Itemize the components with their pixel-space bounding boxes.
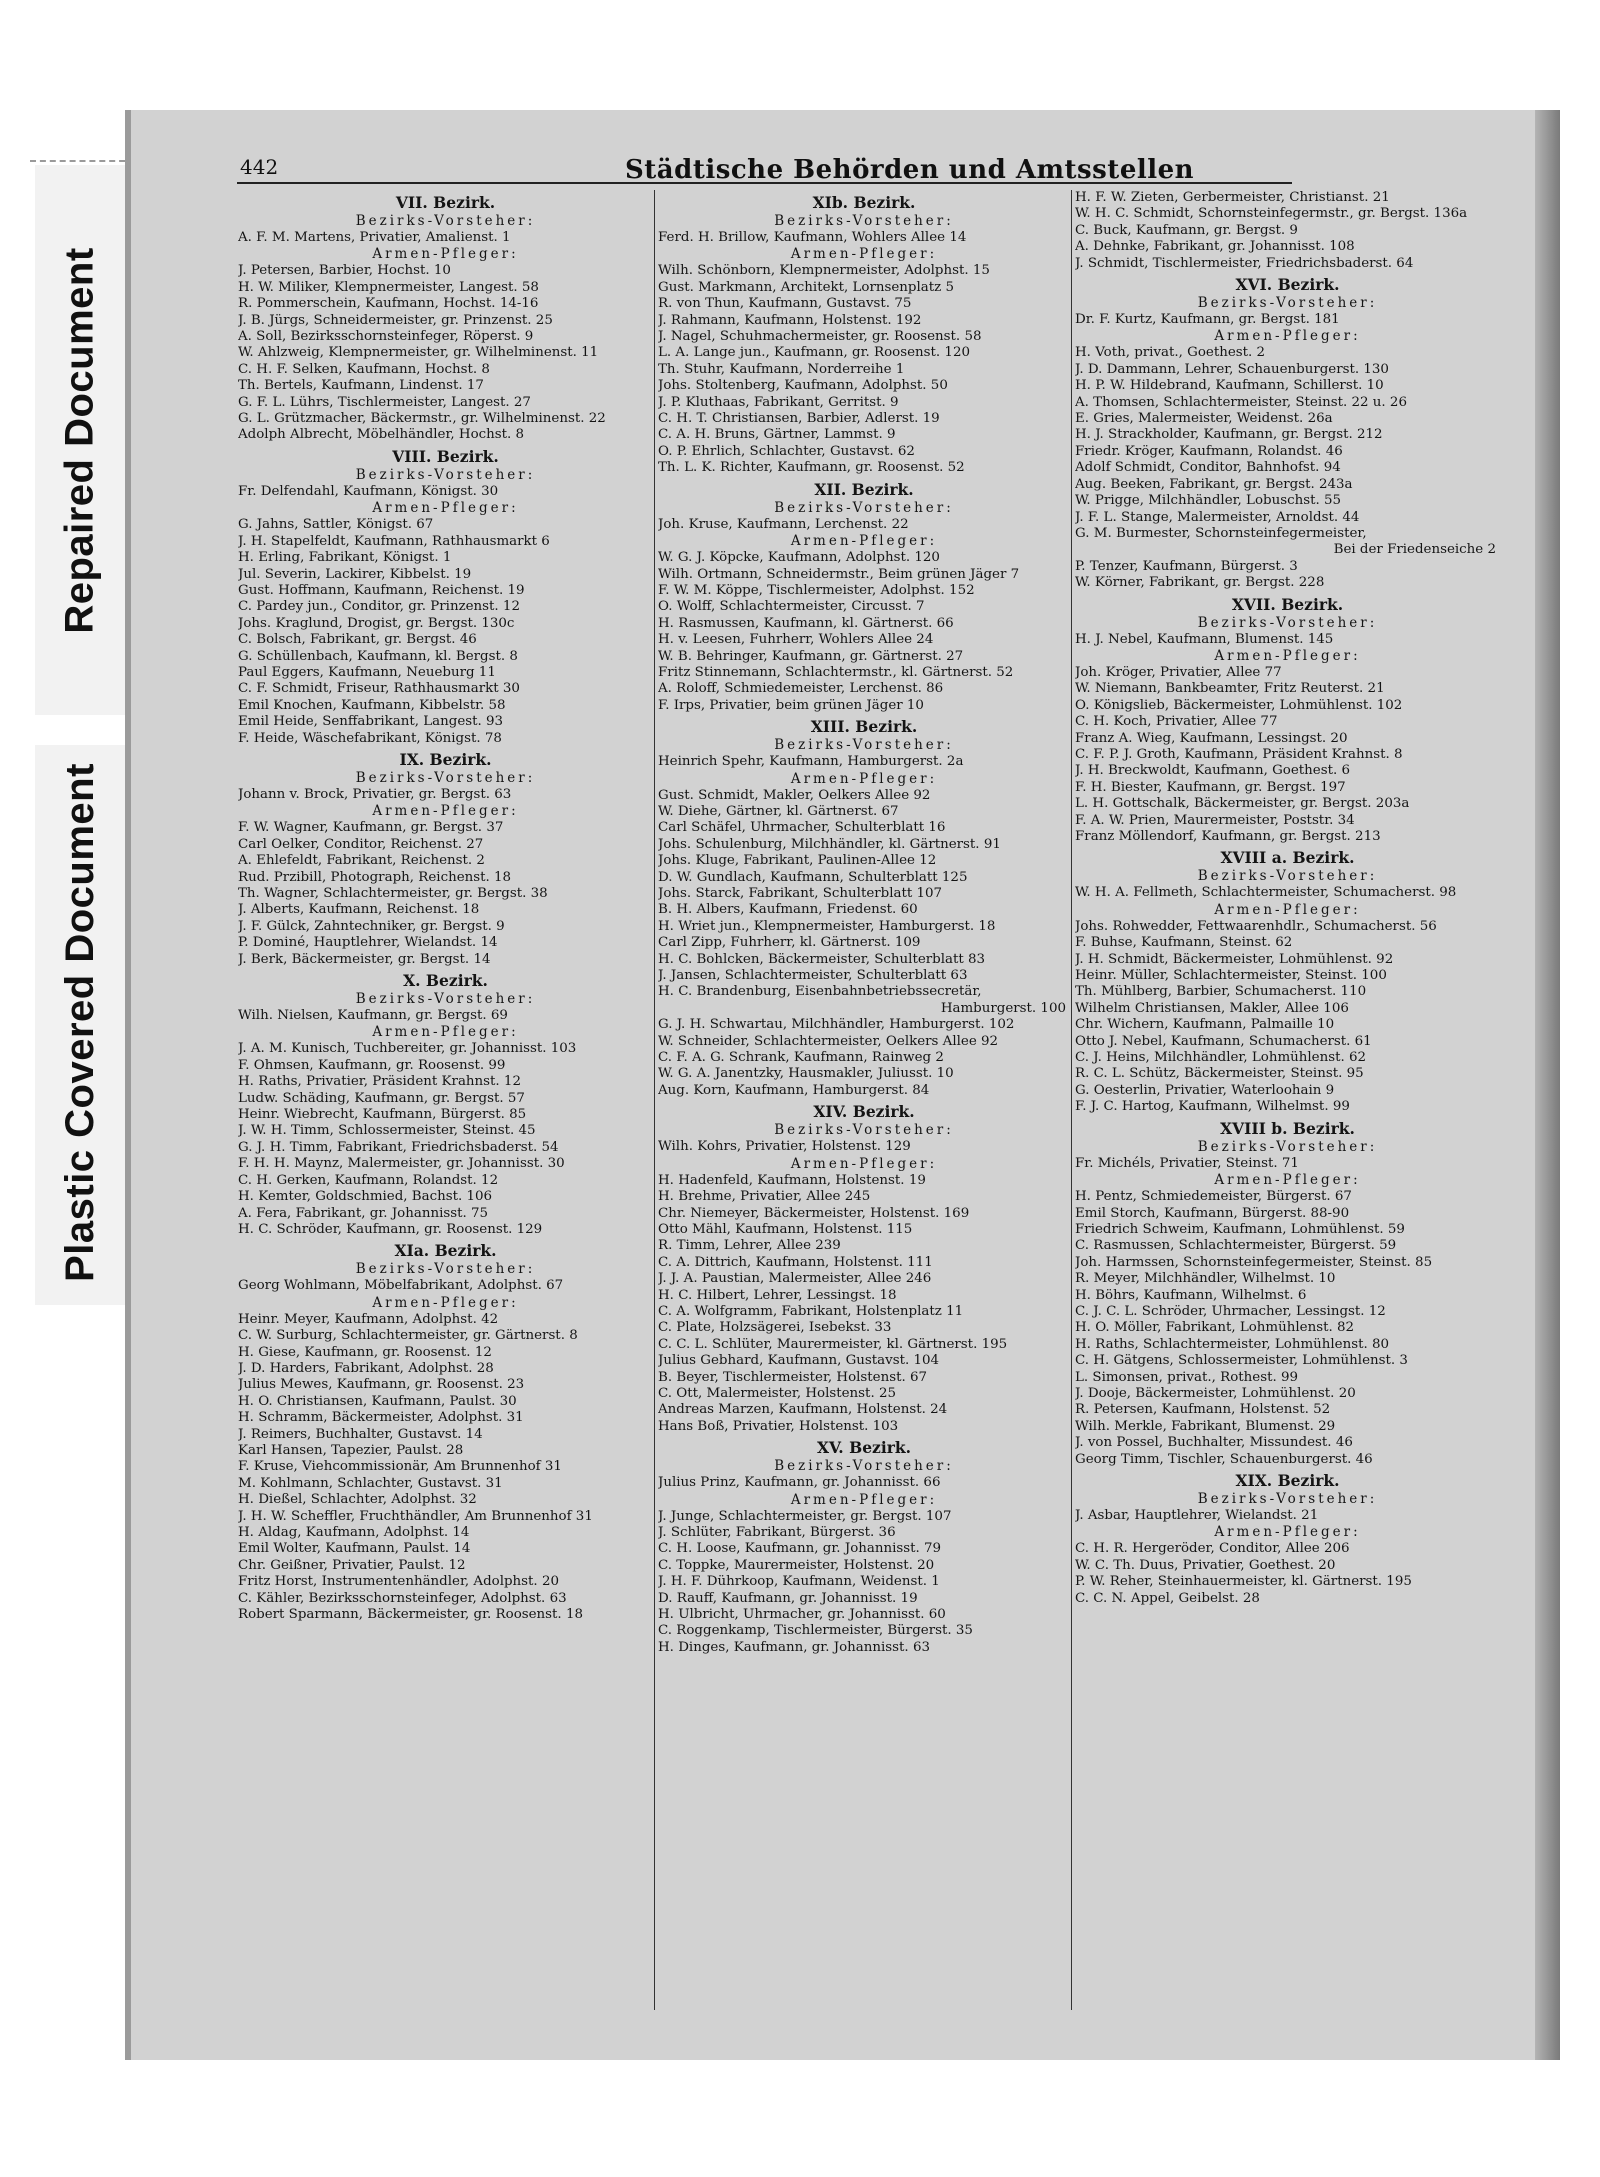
directory-entry: Heinr. Meyer, Kaufmann, Adolphst. 42 [238, 1311, 499, 1327]
directory-entry: C. H. R. Hergeröder, Conditor, Allee 206 [1075, 1541, 1350, 1557]
directory-entry: F. J. C. Hartog, Kaufmann, Wilhelmst. 99 [1075, 1099, 1350, 1115]
directory-entry: J. D. Harders, Fabrikant, Adolphst. 28 [238, 1360, 494, 1376]
directory-entry: W. Ahlzweig, Klempnermeister, gr. Wilhelminenst. 11 [238, 345, 599, 361]
repaired-document-text: Repaired Document [57, 246, 102, 634]
directory-entry: C. F. P. J. Groth, Kaufmann, Präsident Krahnst. 8 [1075, 746, 1403, 762]
directory-entry: Wilh. Nielsen, Kaufmann, gr. Bergst. 69 [238, 1008, 508, 1024]
directory-entry: J. Junge, Schlachtermeister, gr. Bergst. 107 [658, 1508, 952, 1524]
directory-entry: Gust. Hoffmann, Kaufmann, Reichenst. 19 [238, 582, 525, 598]
directory-entry: Franz A. Wieg, Kaufmann, Lessingst. 20 [1075, 730, 1348, 746]
directory-entry: H. C. Hilbert, Lehrer, Lessingst. 18 [658, 1287, 897, 1303]
directory-entry: L. H. Gottschalk, Bäckermeister, gr. Bergst. 203a [1075, 796, 1410, 812]
directory-entry: C. Pardey jun., Conditor, gr. Prinzenst. 12 [238, 599, 520, 615]
directory-entry: A. Fera, Fabrikant, gr. Johannisst. 75 [238, 1205, 489, 1221]
directory-entry: W. Körner, Fabrikant, gr. Bergst. 228 [1075, 575, 1325, 591]
role-heading: Bezirks-Vorsteher: [355, 213, 536, 229]
directory-entry: J. F. L. Stange, Malermeister, Arnoldst. 44 [1075, 509, 1360, 525]
column-left [238, 190, 653, 2010]
district-heading: XIV. Bezirk. [813, 1102, 915, 1122]
directory-entry: H. Brehme, Privatier, Allee 245 [658, 1189, 871, 1205]
directory-entry: O. P. Ehrlich, Schlachter, Gustavst. 62 [658, 443, 915, 459]
directory-entry: C. H. Koch, Privatier, Allee 77 [1075, 714, 1278, 730]
directory-entry: J. P. Kluthaas, Fabrikant, Gerritst. 9 [658, 394, 899, 410]
directory-entry: Chr. Geißner, Privatier, Paulst. 12 [238, 1557, 466, 1573]
directory-entry: H. v. Leesen, Fuhrherr, Wohlers Allee 24 [658, 632, 934, 648]
directory-entry: Dr. F. Kurtz, Kaufmann, gr. Bergst. 181 [1075, 312, 1340, 328]
directory-entry: A. F. M. Martens, Privatier, Amalienst. 1 [238, 230, 511, 245]
directory-entry: Emil Wolter, Kaufmann, Paulst. 14 [238, 1541, 471, 1557]
role-heading: Armen-Pfleger: [790, 533, 938, 550]
directory-entry: C. A. Wolfgramm, Fabrikant, Holstenplatz 11 [658, 1303, 964, 1319]
directory-entry: Johs. Starck, Fabrikant, Schulterblatt 107 [658, 886, 943, 901]
directory-entry: D. Rauff, Kaufmann, gr. Johannisst. 19 [658, 1590, 918, 1606]
directory-entry: Wilhelm Christiansen, Makler, Allee 106 [1075, 1000, 1349, 1016]
directory-entry: Carl Schäfel, Uhrmacher, Schulterblatt 16 [658, 820, 946, 836]
directory-entry: Aug. Beeken, Fabrikant, gr. Bergst. 243a [1075, 476, 1353, 492]
directory-entry: F. W. Wagner, Kaufmann, gr. Bergst. 37 [238, 820, 504, 836]
directory-entry: F. H. H. Maynz, Malermeister, gr. Johannisst. 30 [238, 1156, 565, 1172]
directory-entry: Otto J. Nebel, Kaufmann, Schumacherst. 61 [1075, 1033, 1372, 1049]
directory-entry: J. F. Gülck, Zahntechniker, gr. Bergst. 9 [238, 918, 505, 934]
directory-entry: Adolph Albrecht, Möbelhändler, Hochst. 8 [238, 427, 525, 443]
directory-entry: H. C. Bohlcken, Bäckermeister, Schulterblatt 83 [658, 951, 986, 967]
scanned-page [125, 110, 1560, 2060]
directory-entry: F. H. Biester, Kaufmann, gr. Bergst. 197 [1075, 779, 1346, 795]
directory-entry: C. Buck, Kaufmann, gr. Bergst. 9 [1075, 222, 1298, 238]
district-heading: VIII. Bezirk. [392, 446, 499, 466]
directory-entry: D. W. Gundlach, Kaufmann, Schulterblatt 125 [658, 869, 968, 885]
directory-entry: C. A. H. Bruns, Gärtner, Lammst. 9 [658, 427, 896, 443]
directory-entry: O. Wolff, Schlachtermeister, Circusst. 7 [658, 599, 925, 615]
role-heading: Armen-Pfleger: [372, 1024, 519, 1041]
column-right [1075, 190, 1500, 2010]
directory-entry: J. H. Breckwoldt, Kaufmann, Goethest. 6 [1075, 763, 1350, 779]
district-heading: XIII. Bezirk. [810, 717, 918, 737]
directory-entry: Chr. Wichern, Kaufmann, Palmaille 10 [1075, 1017, 1335, 1033]
directory-entry: H. P. W. Hildebrand, Kaufmann, Schillerst. 10 [1075, 378, 1384, 394]
directory-entry: H. Ulbricht, Uhrmacher, gr. Johannisst. 60 [658, 1607, 946, 1623]
role-heading: Bezirks-Vorsteher: [1197, 868, 1378, 885]
directory-entry: W. C. Th. Duus, Privatier, Goethest. 20 [1075, 1557, 1336, 1573]
directory-entry: Rud. Przibill, Photograph, Reichenst. 18 [238, 869, 512, 885]
directory-entry: Gust. Schmidt, Makler, Oelkers Allee 92 [658, 787, 931, 803]
directory-entry: J. J. A. Paustian, Malermeister, Allee 246 [658, 1271, 932, 1287]
directory-entry: H. C. Schröder, Kaufmann, gr. Roosenst. 129 [238, 1221, 543, 1237]
directory-entry: E. Gries, Malermeister, Weidenst. 26a [1075, 411, 1333, 427]
directory-entry: F. Ohmsen, Kaufmann, gr. Roosenst. 99 [238, 1057, 506, 1073]
directory-entry: Carl Oelker, Conditor, Reichenst. 27 [238, 836, 484, 852]
directory-entry: P. Tenzer, Kaufmann, Bürgerst. 3 [1075, 558, 1298, 574]
directory-entry: W. G. J. Köpcke, Kaufmann, Adolphst. 120 [658, 550, 940, 566]
directory-entry: H. J. Nebel, Kaufmann, Blumenst. 145 [1075, 631, 1334, 647]
directory-entry: Johann v. Brock, Privatier, gr. Bergst. 63 [238, 786, 512, 802]
directory-entry: R. von Thun, Kaufmann, Gustavst. 75 [658, 296, 912, 312]
directory-entry: Friedr. Kröger, Kaufmann, Rolandst. 46 [1075, 443, 1343, 459]
directory-entry: Emil Knochen, Kaufmann, Kibbelstr. 58 [238, 697, 506, 713]
directory-entry: Joh. Kruse, Kaufmann, Lerchenst. 22 [658, 516, 909, 532]
district-heading: X. Bezirk. [403, 971, 488, 991]
role-heading: Armen-Pfleger: [372, 803, 519, 820]
district-heading: XVII. Bezirk. [1231, 594, 1344, 614]
directory-entry: C. W. Surburg, Schlachtermeister, gr. Gärtnerst. 8 [238, 1328, 578, 1344]
column-divider [654, 190, 655, 2010]
district-heading: XVI. Bezirk. [1235, 275, 1340, 295]
directory-entry: J. Berk, Bäckermeister, gr. Bergst. 14 [238, 951, 491, 967]
directory-entry: Wilh. Ortmann, Schneidermstr., Beim grünen Jäger 7 [658, 566, 1020, 582]
plastic-covered-document-text: Plastic Covered Document [57, 763, 102, 1282]
directory-entry: F. Irps, Privatier, beim grünen Jäger 10 [658, 697, 924, 713]
district-heading: VII. Bezirk. [395, 193, 496, 212]
directory-entry: Julius Prinz, Kaufmann, gr. Johannisst. 66 [658, 1475, 941, 1491]
directory-entry: Johs. Rohwedder, Fettwaarenhdlr., Schumacherst. 56 [1075, 918, 1437, 934]
directory-entry: Ludw. Schäding, Kaufmann, gr. Bergst. 57 [238, 1090, 525, 1106]
header-rule [237, 182, 1292, 184]
directory-entry: Th. Mühlberg, Barbier, Schumacherst. 110 [1075, 984, 1367, 1000]
directory-entry: Wilh. Merkle, Fabrikant, Blumenst. 29 [1075, 1418, 1336, 1434]
directory-entry: H. Aldag, Kaufmann, Adolphst. 14 [238, 1525, 470, 1540]
directory-entry: C. J. Heins, Milchhändler, Lohmühlenst. 62 [1075, 1050, 1367, 1066]
role-heading: Bezirks-Vorsteher: [355, 466, 536, 483]
directory-entry: R. Petersen, Kaufmann, Holstenst. 52 [1075, 1402, 1331, 1418]
directory-entry: R. Timm, Lehrer, Allee 239 [658, 1238, 841, 1254]
directory-entry: C. H. T. Christiansen, Barbier, Adlerst. 19 [658, 411, 940, 427]
directory-entry: J. Nagel, Schuhmachermeister, gr. Roosenst. 58 [658, 329, 982, 345]
directory-entry: Jul. Severin, Lackirer, Kibbelst. 19 [238, 566, 472, 582]
directory-entry: C. Toppke, Maurermeister, Holstenst. 20 [658, 1557, 935, 1573]
directory-entry: Karl Hansen, Tapezier, Paulst. 28 [238, 1442, 464, 1458]
directory-entry: F. Heide, Wäschefabrikant, Königst. 78 [238, 730, 502, 746]
directory-entry: G. J. H. Schwartau, Milchhändler, Hamburgerst. 102 [658, 1017, 1015, 1033]
role-heading: Armen-Pfleger: [790, 1155, 938, 1172]
directory-entry: G. Oesterlin, Privatier, Waterloohain 9 [1075, 1082, 1335, 1098]
directory-entry: H. Pentz, Schmiedemeister, Bürgerst. 67 [1075, 1189, 1352, 1205]
directory-entry: J. Jansen, Schlachtermeister, Schulterblatt 63 [658, 968, 968, 984]
column-divider [1071, 190, 1072, 2010]
directory-entry: P. W. Reher, Steinhauermeister, kl. Gärtnerst. 195 [1075, 1574, 1412, 1590]
directory-entry: W. Niemann, Bankbeamter, Fritz Reuterst. 21 [1075, 681, 1385, 697]
directory-entry: Joh. Harmssen, Schornsteinfegermeister, Steinst. 85 [1075, 1254, 1433, 1270]
directory-entry: Th. Stuhr, Kaufmann, Norderreihe 1 [658, 361, 905, 377]
directory-entry: Joh. Kröger, Privatier, Allee 77 [1075, 664, 1282, 680]
directory-entry: H. J. Strackholder, Kaufmann, gr. Bergst. 212 [1075, 427, 1383, 443]
directory-entry: Johs. Schulenburg, Milchhändler, kl. Gärtnerst. 91 [658, 836, 1001, 852]
directory-entry: J. W. H. Timm, Schlossermeister, Steinst. 45 [238, 1123, 536, 1139]
role-heading: Bezirks-Vorsteher: [1197, 295, 1378, 312]
page-edge-right [1535, 110, 1560, 2060]
directory-entry: H. Dießel, Schlachter, Adolphst. 32 [238, 1492, 477, 1508]
directory-entry: Julius Gebhard, Kaufmann, Gustavst. 104 [658, 1353, 940, 1369]
directory-entry: Th. Bertels, Kaufmann, Lindenst. 17 [238, 378, 484, 394]
directory-entry: Fr. Delfendahl, Kaufmann, Königst. 30 [238, 483, 499, 499]
directory-entry: G. M. Burmester, Schornsteinfegermeister, [1075, 525, 1367, 541]
directory-entry: W. B. Behringer, Kaufmann, gr. Gärtnerst. 27 [658, 648, 964, 664]
role-heading: Bezirks-Vorsteher: [355, 1261, 536, 1278]
entry-continuation: Bei der Friedenseiche 2 [1333, 542, 1496, 558]
directory-entry: M. Kohlmann, Schlachter, Gustavst. 31 [238, 1475, 503, 1491]
directory-entry: H. Voth, privat., Goethest. 2 [1075, 345, 1266, 361]
district-heading: XIb. Bezirk. [812, 193, 916, 212]
directory-entry: A. Soll, Bezirksschornsteinfeger, Röperst. 9 [238, 329, 534, 345]
directory-entry: J. Petersen, Barbier, Hochst. 10 [238, 263, 451, 279]
role-heading: Bezirks-Vorsteher: [774, 737, 954, 754]
role-heading: Armen-Pfleger: [1214, 1172, 1361, 1189]
repaired-document-label [30, 160, 130, 720]
directory-entry: Friedrich Schweim, Kaufmann, Lohmühlenst. 59 [1075, 1221, 1405, 1237]
entry-continuation: Hamburgerst. 100 [940, 1000, 1066, 1016]
role-heading: Bezirks-Vorsteher: [774, 1458, 954, 1475]
directory-entry: H. Rasmussen, Kaufmann, kl. Gärtnerst. 66 [658, 615, 954, 631]
directory-entry: C. Ott, Malermeister, Holstenst. 25 [658, 1385, 896, 1401]
directory-entry: W. Diehe, Gärtner, kl. Gärtnerst. 67 [658, 803, 899, 819]
directory-entry: H. Erling, Fabrikant, Königst. 1 [238, 550, 452, 566]
role-heading: Bezirks-Vorsteher: [1197, 1138, 1378, 1155]
directory-entry: A. Ehlefeldt, Fabrikant, Reichenst. 2 [238, 853, 485, 869]
directory-entry: J. H. W. Scheffler, Fruchthändler, Am Brunnenhof 31 [238, 1508, 593, 1524]
directory-entry: W. H. C. Schmidt, Schornsteinfegermstr., gr. Bergst. 136a [1075, 206, 1468, 222]
directory-entry: H. O. Möller, Fabrikant, Lohmühlenst. 82 [1075, 1320, 1354, 1336]
role-heading: Bezirks-Vorsteher: [774, 1122, 954, 1139]
page-number: 442 [240, 155, 279, 179]
directory-entry: Chr. Niemeyer, Bäckermeister, Holstenst. 169 [658, 1205, 970, 1221]
district-heading: XV. Bezirk. [816, 1438, 912, 1458]
directory-entry: Heinr. Müller, Schlachtermeister, Steinst. 100 [1075, 968, 1387, 984]
directory-entry: C. Plate, Holzsägerei, Isebekst. 33 [658, 1320, 892, 1336]
directory-entry: J. Dooje, Bäckermeister, Lohmühlenst. 20 [1075, 1385, 1356, 1401]
directory-entry: Fritz Horst, Instrumentenhändler, Adolphst. 20 [238, 1574, 559, 1590]
district-heading: XIX. Bezirk. [1235, 1471, 1340, 1490]
directory-entry: H. F. W. Zieten, Gerbermeister, Christianst. 21 [1075, 190, 1390, 205]
directory-entry: Robert Sparmann, Bäckermeister, gr. Roosenst. 18 [238, 1607, 583, 1623]
directory-entry: G. J. H. Timm, Fabrikant, Friedrichsbaderst. 54 [238, 1139, 559, 1155]
directory-entry: Georg Timm, Tischler, Schauenburgerst. 46 [1075, 1451, 1373, 1467]
directory-entry: Emil Storch, Kaufmann, Bürgerst. 88-90 [1075, 1205, 1350, 1221]
directory-entry: C. F. Schmidt, Friseur, Rathhausmarkt 30 [238, 681, 520, 697]
directory-entry: Heinrich Spehr, Kaufmann, Hamburgerst. 2a [658, 754, 964, 770]
directory-entry: J. H. F. Dührkoop, Kaufmann, Weidenst. 1 [658, 1574, 940, 1590]
directory-entry: Franz Möllendorf, Kaufmann, gr. Bergst. 213 [1075, 829, 1381, 844]
directory-entry: G. Schüllenbach, Kaufmann, kl. Bergst. 8 [238, 648, 518, 664]
directory-entry: J. H. Schmidt, Bäckermeister, Lohmühlenst. 92 [1075, 951, 1394, 967]
directory-entry: Th. Wagner, Schlachtermeister, gr. Bergst. 38 [238, 886, 548, 901]
directory-entry: B. Beyer, Tischlermeister, Holstenst. 67 [658, 1369, 928, 1385]
column-middle [658, 190, 1070, 2010]
directory-entry: H. Hadenfeld, Kaufmann, Holstenst. 19 [658, 1172, 926, 1188]
district-heading: XVIII a. Bezirk. [1220, 848, 1355, 868]
directory-entry: R. C. L. Schütz, Bäckermeister, Steinst. 95 [1075, 1066, 1364, 1082]
directory-entry: H. Giese, Kaufmann, gr. Roosenst. 12 [238, 1344, 492, 1360]
directory-entry: W. H. A. Fellmeth, Schlachtermeister, Schumacherst. 98 [1075, 885, 1457, 901]
directory-entry: Johs. Kraglund, Drogist, gr. Bergst. 130c [238, 615, 515, 631]
directory-entry: H. Wriet jun., Klempnermeister, Hamburgerst. 18 [658, 918, 996, 934]
directory-entry: H. Schramm, Bäckermeister, Adolphst. 31 [238, 1410, 524, 1426]
directory-entry: J. von Possel, Buchhalter, Missundest. 46 [1075, 1435, 1353, 1451]
directory-entry: F. A. W. Prien, Maurermeister, Poststr. 34 [1075, 812, 1355, 828]
directory-entry: Gust. Markmann, Architekt, Lornsenplatz 5 [658, 279, 954, 295]
role-heading: Armen-Pfleger: [1214, 647, 1361, 664]
directory-entry: H. Böhrs, Kaufmann, Wilhelmst. 6 [1075, 1287, 1307, 1303]
directory-entry: Paul Eggers, Kaufmann, Neueburg 11 [238, 664, 496, 680]
directory-entry: J. Asbar, Hauptlehrer, Wielandst. 21 [1075, 1508, 1319, 1523]
directory-entry: Th. L. K. Richter, Kaufmann, gr. Roosenst. 52 [658, 460, 965, 476]
directory-entry: H. W. Miliker, Klempnermeister, Langest. 58 [238, 279, 539, 295]
directory-entry: C. H. Loose, Kaufmann, gr. Johannisst. 79 [658, 1541, 942, 1557]
directory-entry: A. Dehnke, Fabrikant, gr. Johannisst. 108 [1075, 239, 1355, 255]
directory-entry: C. H. F. Selken, Kaufmann, Hochst. 8 [238, 361, 490, 377]
role-heading: Bezirks-Vorsteher: [774, 499, 954, 516]
district-heading: IX. Bezirk. [399, 749, 492, 769]
directory-entry: J. H. Stapelfeldt, Kaufmann, Rathhausmarkt 6 [238, 533, 550, 549]
directory-entry: F. W. M. Köppe, Tischlermeister, Adolphst. 152 [658, 582, 975, 598]
directory-entry: J. Reimers, Buchhalter, Gustavst. 14 [238, 1426, 483, 1442]
directory-entry: C. H. Gätgens, Schlossermeister, Lohmühlenst. 3 [1075, 1353, 1408, 1369]
role-heading: Armen-Pfleger: [372, 500, 519, 517]
directory-entry: H. Kemter, Goldschmied, Bachst. 106 [238, 1189, 493, 1205]
directory-entry: Wilh. Kohrs, Privatier, Holstenst. 129 [658, 1139, 911, 1155]
directory-entry: Ferd. H. Brillow, Kaufmann, Wohlers Allee 14 [658, 230, 967, 245]
directory-entry: Fr. Michéls, Privatier, Steinst. 71 [1075, 1155, 1299, 1171]
directory-entry: Georg Wohlmann, Möbelfabrikant, Adolphst. 67 [238, 1278, 564, 1294]
role-heading: Bezirks-Vorsteher: [1197, 1491, 1378, 1507]
directory-entry: Hans Boß, Privatier, Holstenst. 103 [658, 1418, 899, 1434]
directory-entry: C. H. Gerken, Kaufmann, Rolandst. 12 [238, 1172, 499, 1188]
role-heading: Armen-Pfleger: [1214, 328, 1361, 345]
directory-entry: H. Dinges, Kaufmann, gr. Johannisst. 63 [658, 1639, 930, 1655]
directory-entry: J. Rahmann, Kaufmann, Holstenst. 192 [658, 312, 922, 328]
directory-entry: Heinr. Wiebrecht, Kaufmann, Bürgerst. 85 [238, 1107, 527, 1123]
directory-entry: Julius Mewes, Kaufmann, gr. Roosenst. 23 [238, 1377, 525, 1393]
district-heading: XIa. Bezirk. [394, 1241, 497, 1261]
directory-entry: C. C. L. Schlüter, Maurermeister, kl. Gärtnerst. 195 [658, 1336, 1008, 1352]
directory-entry: C. Bolsch, Fabrikant, gr. Bergst. 46 [238, 632, 477, 648]
directory-entry: Andreas Marzen, Kaufmann, Holstenst. 24 [658, 1402, 948, 1418]
role-heading: Bezirks-Vorsteher: [1197, 614, 1378, 631]
directory-entry: F. Kruse, Viehcommissionär, Am Brunnenhof 31 [238, 1459, 562, 1475]
directory-entry: G. Jahns, Sattler, Königst. 67 [238, 517, 434, 533]
directory-entry: H. Raths, Schlachtermeister, Lohmühlenst. 80 [1075, 1336, 1390, 1352]
directory-entry: J. B. Jürgs, Schneidermeister, gr. Prinzenst. 25 [238, 312, 553, 328]
page-edge-left [125, 110, 131, 2060]
directory-entry: J. Alberts, Kaufmann, Reichenst. 18 [238, 902, 480, 918]
directory-entry: Wilh. Schönborn, Klempnermeister, Adolphst. 15 [658, 263, 990, 279]
page-header [125, 155, 1545, 195]
directory-entry: C. A. Dittrich, Kaufmann, Holstenst. 111 [658, 1254, 933, 1270]
directory-entry: J. A. M. Kunisch, Tuchbereiter, gr. Johannisst. 103 [238, 1041, 577, 1057]
directory-entry: F. Buhse, Kaufmann, Steinst. 62 [1075, 935, 1293, 951]
plastic-covered-document-label [30, 745, 130, 1300]
directory-entry: A. Thomsen, Schlachtermeister, Steinst. 22 u. 26 [1075, 394, 1407, 410]
district-heading: XVIII b. Bezirk. [1220, 1118, 1355, 1138]
directory-entry: W. G. A. Janentzky, Hausmakler, Juliusst. 10 [658, 1066, 954, 1082]
directory-entry: Otto Mähl, Kaufmann, Holstenst. 115 [658, 1221, 913, 1237]
directory-entry: H. O. Christiansen, Kaufmann, Paulst. 30 [238, 1393, 517, 1409]
role-heading: Armen-Pfleger: [372, 246, 519, 263]
role-heading: Armen-Pfleger: [1214, 901, 1361, 918]
role-heading: Bezirks-Vorsteher: [355, 991, 536, 1008]
directory-entry: C. J. C. L. Schröder, Uhrmacher, Lessingst. 12 [1075, 1303, 1386, 1319]
directory-entry: R. Pommerschein, Kaufmann, Hochst. 14-16 [238, 296, 539, 312]
directory-entry: Carl Zipp, Fuhrherr, kl. Gärtnerst. 109 [658, 935, 921, 951]
directory-entry: P. Dominé, Hauptlehrer, Wielandst. 14 [238, 935, 498, 951]
directory-entry: O. Königslieb, Bäckermeister, Lohmühlenst. 102 [1075, 697, 1403, 713]
directory-entry: H. Raths, Privatier, Präsident Krahnst. 12 [238, 1074, 521, 1090]
directory-entry: G. F. L. Lührs, Tischlermeister, Langest. 27 [238, 394, 531, 410]
directory-entry: L. Simonsen, privat., Rothest. 99 [1075, 1369, 1299, 1385]
directory-entry: G. L. Grützmacher, Bäckermstr., gr. Wilhelminenst. 22 [238, 411, 606, 427]
directory-entry: R. Meyer, Milchhändler, Wilhelmst. 10 [1075, 1271, 1336, 1287]
directory-entry: C. Roggenkamp, Tischlermeister, Bürgerst. 35 [658, 1623, 973, 1639]
directory-entry: C. Kähler, Bezirksschornsteinfeger, Adolphst. 63 [238, 1590, 567, 1606]
role-heading: Armen-Pfleger: [1214, 1524, 1361, 1541]
directory-entry: Johs. Kluge, Fabrikant, Paulinen-Allee 12 [658, 853, 937, 869]
running-title: Städtische Behörden und Amtsstellen [625, 155, 1195, 185]
role-heading: Armen-Pfleger: [790, 246, 938, 263]
directory-entry: H. C. Brandenburg, Eisenbahnbetriebssecretär, [658, 984, 982, 1000]
role-heading: Bezirks-Vorsteher: [355, 769, 536, 786]
directory-entry: W. Schneider, Schlachtermeister, Oelkers Allee 92 [658, 1033, 999, 1049]
role-heading: Bezirks-Vorsteher: [774, 213, 954, 229]
role-heading: Armen-Pfleger: [790, 1491, 938, 1508]
directory-entry: J. D. Dammann, Lehrer, Schauenburgerst. 130 [1075, 361, 1389, 377]
directory-entry: J. Schlüter, Fabrikant, Bürgerst. 36 [658, 1525, 896, 1540]
directory-entry: C. F. A. G. Schrank, Kaufmann, Rainweg 2 [658, 1050, 944, 1066]
directory-entry: Aug. Korn, Kaufmann, Hamburgerst. 84 [658, 1082, 930, 1098]
role-heading: Armen-Pfleger: [790, 770, 938, 787]
directory-entry: Fritz Stinnemann, Schlachtermstr., kl. Gärtnerst. 52 [658, 664, 1014, 680]
directory-entry: Johs. Stoltenberg, Kaufmann, Adolphst. 50 [658, 378, 948, 394]
district-heading: XII. Bezirk. [814, 479, 914, 499]
directory-entry: A. Roloff, Schmiedemeister, Lerchenst. 86 [658, 681, 944, 697]
directory-entry: B. H. Albers, Kaufmann, Friedenst. 60 [658, 902, 918, 918]
directory-entry: L. A. Lange jun., Kaufmann, gr. Roosenst. 120 [658, 345, 970, 361]
role-heading: Armen-Pfleger: [372, 1294, 519, 1311]
directory-entry: J. Schmidt, Tischlermeister, Friedrichsbaderst. 64 [1075, 255, 1414, 271]
directory-entry: Adolf Schmidt, Conditor, Bahnhofst. 94 [1075, 460, 1341, 476]
directory-entry: C. Rasmussen, Schlachtermeister, Bürgerst. 59 [1075, 1238, 1397, 1254]
directory-entry: Emil Heide, Senffabrikant, Langest. 93 [238, 714, 504, 730]
directory-entry: W. Prigge, Milchhändler, Lobuschst. 55 [1075, 493, 1342, 509]
directory-entry: C. C. N. Appel, Geibelst. 28 [1075, 1590, 1260, 1606]
